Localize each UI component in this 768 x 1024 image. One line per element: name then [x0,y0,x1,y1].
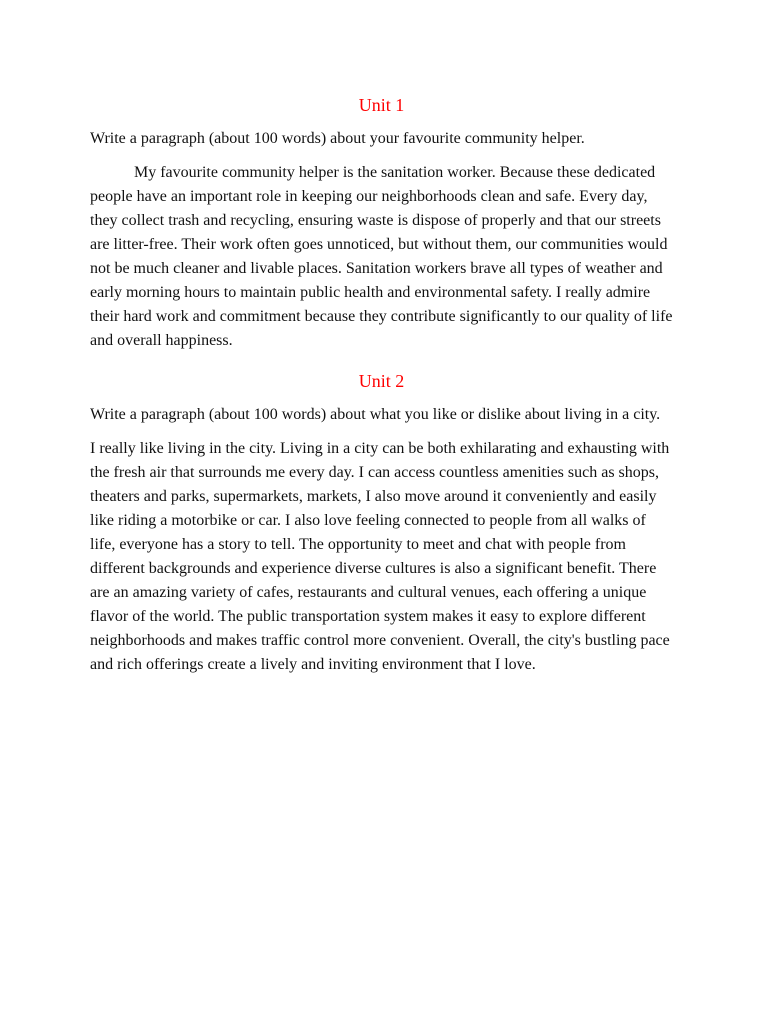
unit1-heading: Unit 1 [358,95,405,115]
unit1-answer: My favourite community helper is the sanitation worker. Because these dedicated people have an important role in keeping our neighborhoods clean and safe. Every day, they collect trash and recycling, ensuring waste is dispose of properly and that our streets are litter-free. Their work often goes unnoticed, but without them, our communities would not be much cleaner and livable places. Sanitation workers brave all types of weather and early morning hours to maintain public health and environmental safety. I really admire their hard work and commitment because they contribute significantly to our quality of life and overall happiness. [90,164,673,349]
unit1-prompt: Write a paragraph (about 100 words) about your favourite community helper. [90,130,585,147]
unit1-section [90,91,673,353]
unit2-prompt: Write a paragraph (about 100 words) about what you like or dislike about living in a city. [90,406,661,423]
unit2-answer: I really like living in the city. Living in a city can be both exhilarating and exhausting with the fresh air that surrounds me every day. I can access countless amenities such as shops, theaters and parks, supermarkets, markets, I also move around it conveniently and easily like riding a motorbike or car. I also love feeling connected to people from all walks of life, everyone has a story to tell. The opportunity to meet and chat with people from different backgrounds and experience diverse cultures is also a significant benefit. There are an amazing variety of cafes, restaurants and cultural venues, each offering a unique flavor of the world. The public transportation system makes it easy to explore different neighborhoods and makes traffic control more convenient. Overall, the city's bustling pace and rich offerings create a lively and inviting environment that I love. [90,440,670,673]
unit2-heading: Unit 2 [358,371,405,391]
document-page [90,91,673,687]
unit2-section [90,367,673,677]
